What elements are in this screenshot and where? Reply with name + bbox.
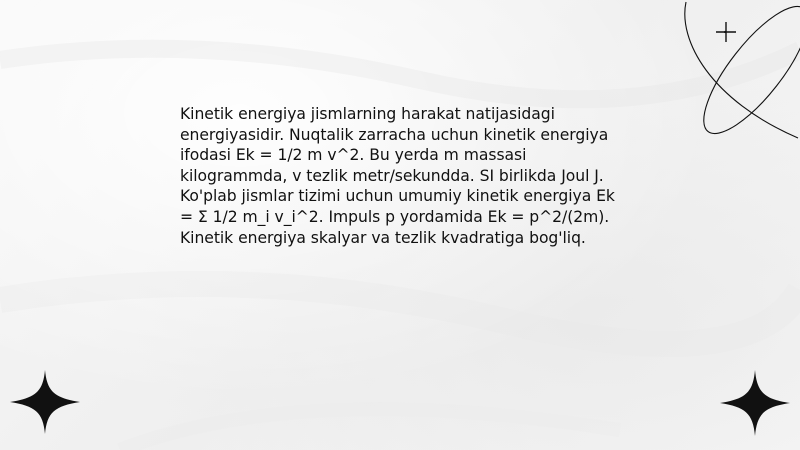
four-point-star-icon [10,370,80,434]
body-paragraph: Kinetik energiya jismlarning harakat natijasidagi energiyasidir. Nuqtalik zarracha uchun kinetik energiya ifodasi Ek = 1/2 m v^2. Bu yerda m massasi kilogrammda, v tezlik metr/sekundda. SI birlikda Joul J. Ko'plab jismlar tizimi uchun umumiy kinetik energiya Ek = Σ 1/2 m_i v_i^2. Impuls p yordamida Ek = p^2/(2m). Kinetik energiya skalyar va tezlik kvadratiga bog'liq. [180,105,615,247]
four-point-star-icon [720,370,790,436]
orbit-icon [660,0,800,140]
